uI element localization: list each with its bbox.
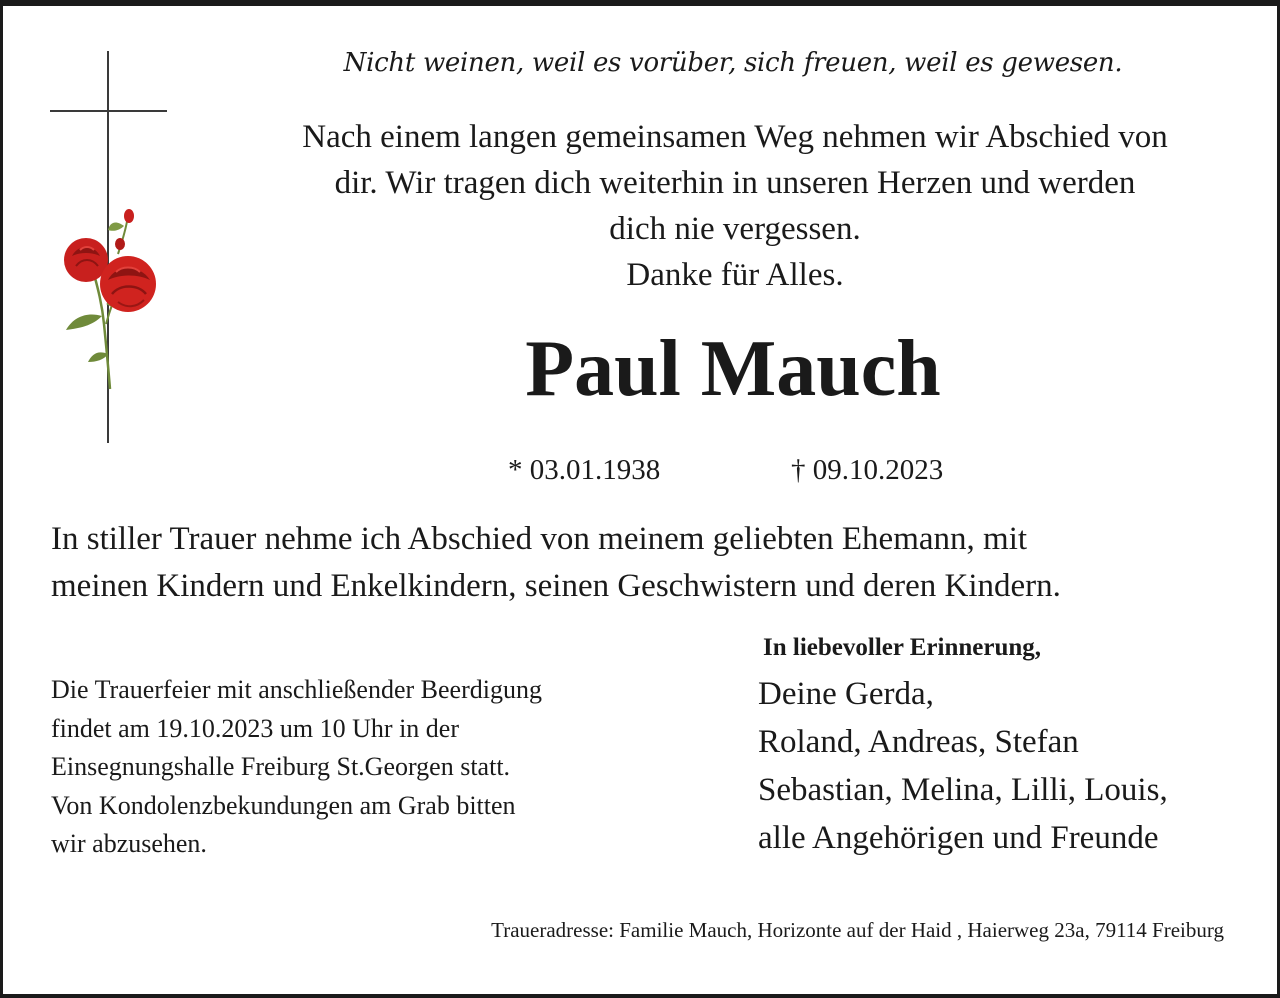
cross-horizontal-bar bbox=[50, 110, 167, 112]
signer-line: Sebastian, Melina, Lilli, Louis, bbox=[758, 772, 1168, 808]
ceremony-line: Die Trauerfeier mit anschließender Beerdigung bbox=[51, 675, 542, 704]
signer-line: Roland, Andreas, Stefan bbox=[758, 724, 1079, 760]
signer-line: alle Angehörigen und Freunde bbox=[758, 820, 1159, 856]
rose-icon bbox=[58, 204, 168, 394]
death-date: † 09.10.2023 bbox=[791, 454, 944, 486]
birth-date: * 03.01.1938 bbox=[508, 454, 661, 486]
intro-line: dich nie vergessen. bbox=[609, 211, 861, 247]
ceremony-line: Von Kondolenzbekundungen am Grab bitten bbox=[51, 790, 516, 820]
ceremony-line: findet am 19.10.2023 um 10 Uhr in der bbox=[51, 713, 459, 743]
deceased-name: Paul Mauch bbox=[525, 325, 941, 413]
memory-heading: In liebevoller Erinnerung, bbox=[763, 634, 1042, 661]
signers-list bbox=[758, 670, 1258, 862]
ceremony-line: Einsegnungshalle Freiburg St.Georgen statt. bbox=[51, 752, 511, 781]
signer-line: Deine Gerda, bbox=[758, 676, 934, 712]
intro-line: Danke für Alles. bbox=[626, 257, 844, 293]
motto-quote: Nicht weinen, weil es vorüber, sich freuen, weil es gewesen. bbox=[343, 48, 1123, 78]
intro-text bbox=[235, 114, 1235, 298]
mourning-text bbox=[51, 516, 1251, 610]
intro-line: dir. Wir tragen dich weiterhin in unseren Herzen und werden bbox=[334, 165, 1136, 201]
ceremony-line: wir abzusehen. bbox=[51, 829, 207, 858]
mourning-address: Traueradresse: Familie Mauch, Horizonte auf der Haid , Haierweg 23a, 79114 Freiburg bbox=[491, 918, 1224, 942]
intro-line: Nach einem langen gemeinsamen Weg nehmen wir Abschied von bbox=[302, 119, 1168, 155]
mourning-line: meinen Kindern und Enkelkindern, seinen Geschwistern und deren Kindern. bbox=[51, 568, 1061, 604]
ceremony-info bbox=[51, 671, 691, 864]
mourning-line: In stiller Trauer nehme ich Abschied von meinem geliebten Ehemann, mit bbox=[51, 521, 1028, 557]
